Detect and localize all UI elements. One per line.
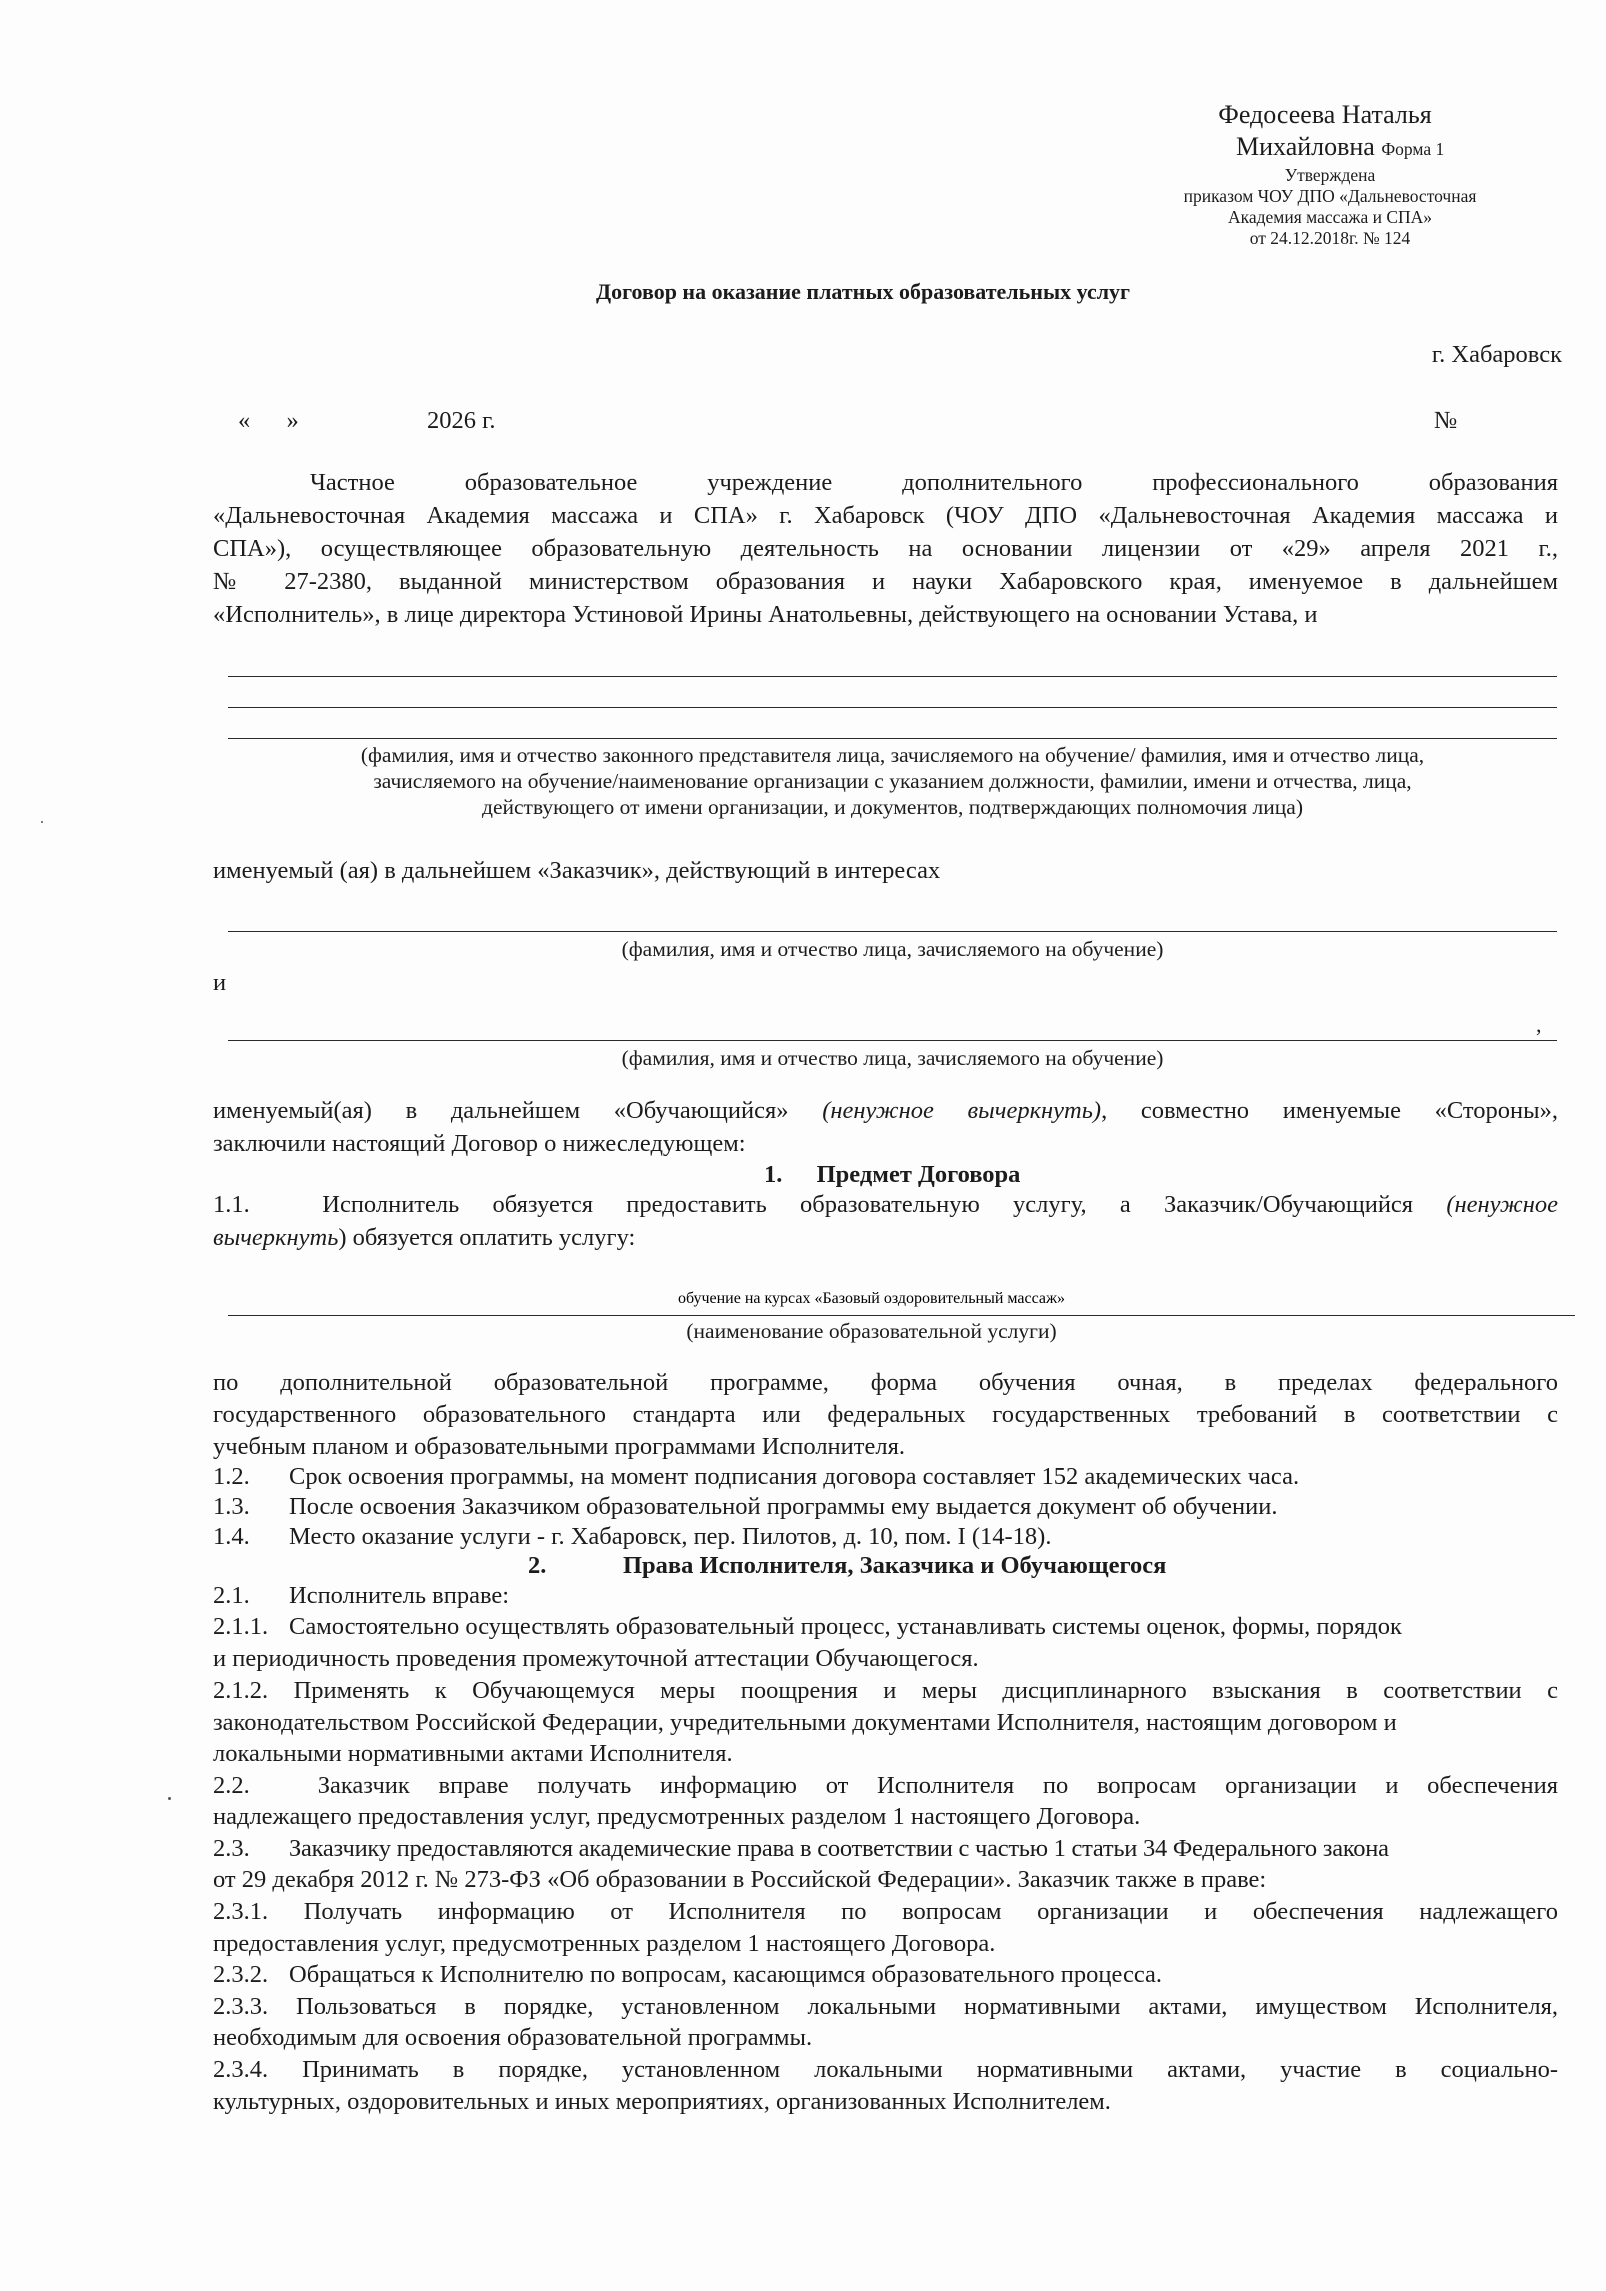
date-quote-close: » bbox=[286, 407, 299, 434]
section-1-number: 1. bbox=[764, 1161, 783, 1188]
clause-2-3-1-line-2: предоставления услуг, предусмотренных разделом 1 настоящего Договора. bbox=[213, 1930, 996, 1957]
clause-2-2-line-1 bbox=[213, 1771, 1558, 1801]
section-2-heading bbox=[528, 1551, 1166, 1581]
date-quote-open: « bbox=[238, 407, 251, 434]
clause-2-3-4-line-2: культурных, оздоровительных и иных мероприятиях, организованных Исполнителем. bbox=[213, 2088, 1111, 2115]
clause-2-3-3-text: Пользоваться в порядке, установленном локальными нормативными актами, имуществом Исполнителя, bbox=[296, 1993, 1558, 2020]
clause-2-3-4-number: 2.3.4. bbox=[213, 2056, 269, 2083]
date-row bbox=[238, 406, 1478, 436]
clause-1-4-text: Место оказание услуги - г. Хабаровск, пер. Пилотов, д. 10, пом. I (14-18). bbox=[289, 1523, 1052, 1550]
clause-2-1-2-line-3: локальными нормативными актами Исполнителя. bbox=[213, 1740, 733, 1767]
clause-2-3-1-text: Получать информацию от Исполнителя по вопросам организации и обеспечения надлежащего bbox=[303, 1898, 1558, 1925]
trailing-comma: , bbox=[1536, 1012, 1542, 1037]
clause-2-3-2 bbox=[213, 1960, 1162, 1990]
clause-2-1-2-text: Применять к Обучающемуся меры поощрения и меры дисциплинарного взыскания в соответствии с bbox=[293, 1677, 1559, 1704]
section-1-title: Предмет Договора bbox=[816, 1161, 1021, 1188]
student-field-2[interactable] bbox=[228, 1010, 1528, 1038]
customer-caption-line-1: (фамилия, имя и отчество законного представителя лица, зачисляемого на обучение/ фамилия, имя и отчество лица, bbox=[360, 743, 1425, 767]
clause-2-3-4-text: Принимать в порядке, установленном локальными нормативными актами, участие в социально- bbox=[302, 2056, 1559, 2083]
intro-line-5: «Исполнитель», в лице директора Устиновой Ирины Анатольевны, действующего на основании Устава, и bbox=[213, 601, 1318, 628]
clause-1-2-text: Срок освоения программы, на момент подписания договора составляет 152 академических часа. bbox=[289, 1463, 1300, 1490]
clause-2-1-2-line-2: законодательством Российской Федерации, учредительными документами Исполнителя, настоящим договором и bbox=[213, 1709, 1397, 1736]
clause-2-2-line-2: надлежащего предоставления услуг, предусмотренных разделом 1 настоящего Договора. bbox=[213, 1803, 1141, 1830]
program-line-3: учебным планом и образовательными программами Исполнителя. bbox=[213, 1433, 905, 1460]
intro-line-1: Частное образовательное учреждение дополнительного профессионального образования bbox=[310, 469, 1558, 496]
clause-1-1-note: (ненужное bbox=[1446, 1191, 1559, 1218]
clause-2-1-1-number: 2.1.1. bbox=[213, 1613, 269, 1640]
clause-2-1-1-line-1 bbox=[213, 1612, 1402, 1642]
clause-1-1-pay: ) обязуется оплатить услугу: bbox=[338, 1224, 636, 1251]
service-caption: (наименование образовательной услуги) bbox=[686, 1319, 1057, 1343]
customer-caption-line-2: зачисляемого на обучение/наименование организации с указанием должности, фамилии, имени и отчества, лица, bbox=[373, 769, 1412, 793]
clause-2-3-3-line-2: необходимым для освоения образовательной программы. bbox=[213, 2024, 813, 2051]
contract-month-field[interactable] bbox=[305, 406, 421, 436]
clause-2-1 bbox=[213, 1581, 509, 1611]
contract-number-field[interactable] bbox=[1464, 406, 1564, 436]
clause-2-3-4-line-1 bbox=[213, 2055, 1558, 2085]
parties-strike-note: (ненужное вычеркнуть) bbox=[822, 1097, 1102, 1124]
clause-1-3 bbox=[213, 1492, 1277, 1522]
intro-line-4: № 27-2380, выданной министерством образования и науки Хабаровского края, именуемое в дальнейшем bbox=[213, 568, 1558, 595]
student-underline-2 bbox=[228, 1040, 1557, 1041]
approved-label: Утверждена bbox=[1284, 165, 1376, 185]
scan-speck bbox=[168, 1797, 171, 1800]
clause-2-3-1-line-1 bbox=[213, 1897, 1558, 1927]
section-2-number: 2. bbox=[528, 1552, 547, 1579]
approval-order-line-3: от 24.12.2018г. № 124 bbox=[1249, 228, 1411, 248]
clause-2-3-1-number: 2.3.1. bbox=[213, 1898, 269, 1925]
parties-line-1 bbox=[213, 1096, 1558, 1126]
clause-2-3-3-line-1 bbox=[213, 1992, 1558, 2022]
clause-2-2-number: 2.2. bbox=[213, 1772, 250, 1799]
clause-1-4-number: 1.4. bbox=[213, 1523, 250, 1550]
clause-1-1-text: Исполнитель обязуется предоставить образовательную услугу, а Заказчик/Обучающийся bbox=[322, 1191, 1414, 1218]
clause-1-3-text: После освоения Заказчиком образовательной программы ему выдается документ об обучении. bbox=[289, 1493, 1278, 1520]
approval-order-line-2: Академия массажа и СПА» bbox=[1227, 207, 1433, 227]
clause-1-1-number: 1.1. bbox=[213, 1191, 250, 1218]
contract-number bbox=[1434, 406, 1564, 436]
student-field-1[interactable] bbox=[228, 902, 1556, 930]
customer-field-line-3[interactable] bbox=[228, 710, 1556, 738]
customer-caption-line-3: действующего от имени организации, и документов, подтверждающих полномочия лица) bbox=[482, 795, 1303, 819]
student-caption-2: (фамилия, имя и отчество лица, зачисляемого на обучение) bbox=[621, 1046, 1164, 1070]
clause-2-3-line-2: от 29 декабря 2012 г. № 273-ФЗ «Об образовании в Российской Федерации». Заказчик также в праве: bbox=[213, 1866, 1267, 1893]
section-1-heading bbox=[764, 1160, 1020, 1190]
service-name-field[interactable] bbox=[228, 1284, 1575, 1314]
document-title: Договор на оказание платных образовательных услуг bbox=[595, 279, 1131, 304]
clause-2-1-1-text: Самостоятельно осуществлять образовательный процесс, устанавливать системы оценок, формы, порядок bbox=[289, 1613, 1402, 1640]
clause-2-2-text: Заказчик вправе получать информацию от Исполнителя по вопросам организации и обеспечения bbox=[317, 1772, 1558, 1799]
clause-2-1-2-number: 2.1.2. bbox=[213, 1677, 269, 1704]
program-line-2: государственного образовательного стандарта или федеральных государственных требований в соответствии с bbox=[213, 1401, 1558, 1428]
clause-2-1-text: Исполнитель вправе: bbox=[289, 1582, 510, 1609]
intro-line-2: «Дальневосточная Академия массажа и СПА» г. Хабаровск (ЧОУ ДПО «Дальневосточная Академия массажа и bbox=[213, 502, 1558, 529]
customer-underline-2 bbox=[228, 707, 1557, 708]
author-patronymic: Михайловна bbox=[1236, 132, 1375, 161]
approval-order-line-1: приказом ЧОУ ДПО «Дальневосточная bbox=[1183, 186, 1477, 206]
clause-2-1-1-line-2: и периодичность проведения промежуточной аттестации Обучающегося. bbox=[213, 1645, 979, 1672]
parties-line-2: заключили настоящий Договор о нижеследующем: bbox=[213, 1130, 746, 1157]
clause-1-1-note-cont: вычеркнуть bbox=[213, 1224, 339, 1251]
clause-2-3-2-text: Обращаться к Исполнителю по вопросам, касающимся образовательного процесса. bbox=[289, 1961, 1163, 1988]
student-caption-1: (фамилия, имя и отчество лица, зачисляемого на обучение) bbox=[621, 937, 1164, 961]
customer-underline-1 bbox=[228, 676, 1557, 677]
clause-1-3-number: 1.3. bbox=[213, 1493, 250, 1520]
program-line-1-text: по дополнительной образовательной программе, форма обучения очная, в пределах федерального bbox=[213, 1369, 1558, 1396]
author-name-line-1: Федосеева Наталья bbox=[1218, 100, 1432, 129]
clause-2-3-text: Заказчику предоставляются академические права в соответствии с частью 1 статьи 34 Федерального закона bbox=[289, 1835, 1389, 1862]
intro-line-3: СПА»), осуществляющее образовательную деятельность на основании лицензии от «29» апреля 2021 г., bbox=[213, 535, 1558, 562]
clause-2-1-2-line-1 bbox=[213, 1676, 1558, 1706]
clause-2-3-number: 2.3. bbox=[213, 1835, 250, 1862]
form-label: Форма 1 bbox=[1381, 139, 1445, 159]
student-underline-1 bbox=[228, 931, 1557, 932]
clause-2-3-line-1 bbox=[213, 1834, 1389, 1864]
customer-named-as: именуемый (ая) в дальнейшем «Заказчик», действующий в интересах bbox=[213, 857, 941, 884]
parties-jointly-named: , совместно именуемые «Стороны», bbox=[1101, 1097, 1558, 1124]
contract-day-field[interactable] bbox=[256, 406, 280, 436]
parties-student-named: именуемый(ая) в дальнейшем «Обучающийся» bbox=[213, 1097, 789, 1124]
clause-2-3-2-number: 2.3.2. bbox=[213, 1961, 269, 1988]
program-line-1 bbox=[213, 1368, 1558, 1398]
clause-1-2 bbox=[213, 1462, 1299, 1492]
number-sign: № bbox=[1434, 407, 1458, 434]
scan-speck bbox=[41, 821, 43, 823]
city-label: г. Хабаровск bbox=[1431, 341, 1562, 368]
clause-1-1-line-1 bbox=[213, 1190, 1558, 1220]
clause-1-2-number: 1.2. bbox=[213, 1463, 250, 1490]
clause-2-3-3-number: 2.3.3. bbox=[213, 1993, 269, 2020]
customer-field-line-2[interactable] bbox=[228, 678, 1556, 706]
clause-1-4 bbox=[213, 1522, 1051, 1552]
author-name-line-2 bbox=[1236, 132, 1444, 164]
and-word: и bbox=[213, 969, 227, 996]
customer-underline-3 bbox=[228, 738, 1557, 739]
service-underline bbox=[228, 1315, 1575, 1316]
contract-year: 2026 г. bbox=[427, 407, 496, 434]
clause-1-1-line-2 bbox=[213, 1223, 635, 1253]
customer-field-line-1[interactable] bbox=[228, 648, 1556, 676]
section-2-title: Права Исполнителя, Заказчика и Обучающегося bbox=[623, 1552, 1167, 1579]
clause-2-1-number: 2.1. bbox=[213, 1582, 250, 1609]
